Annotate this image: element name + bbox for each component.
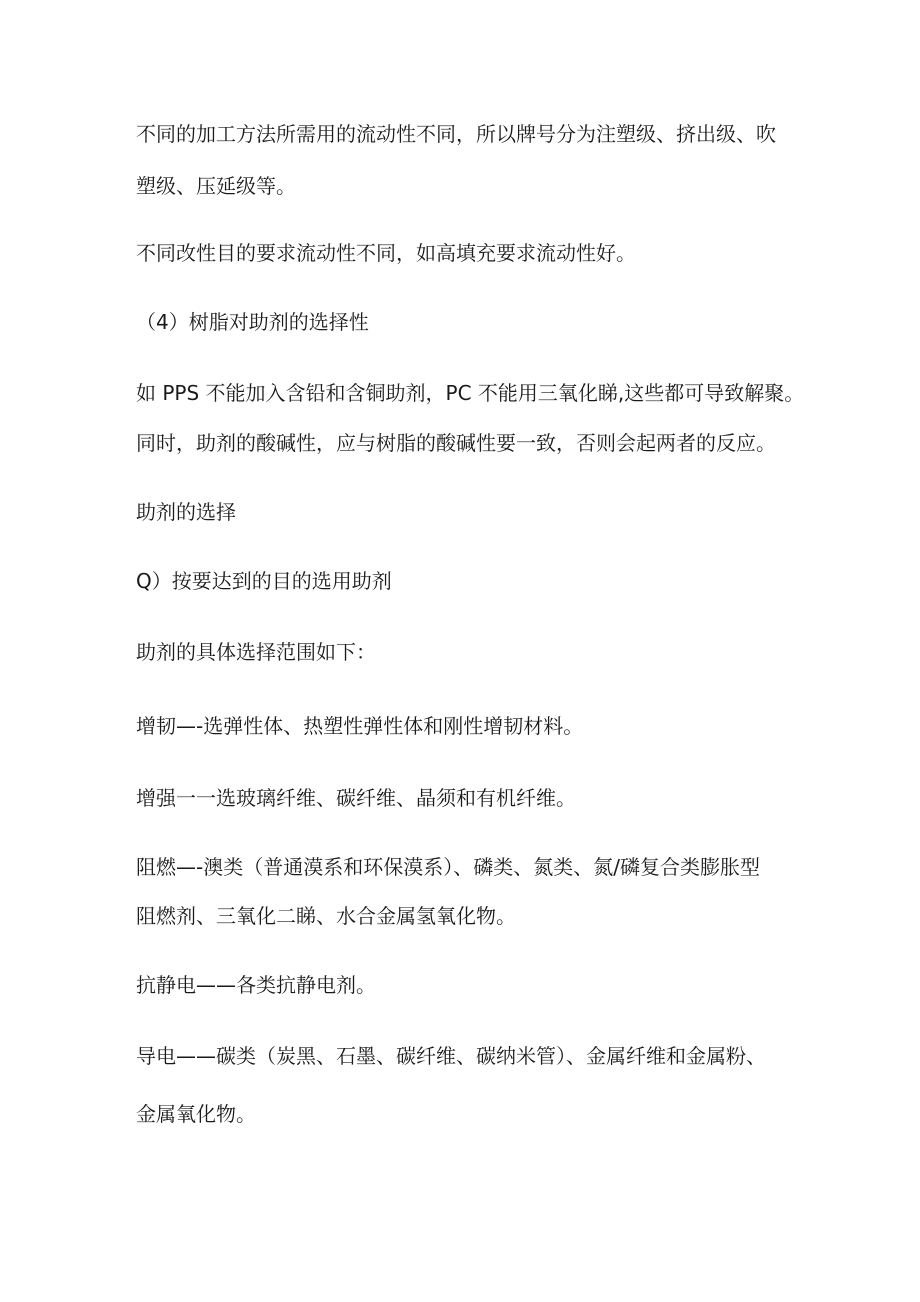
text-line: 不同改性目的要求流动性不同，如高填充要求流动性好。 xyxy=(136,241,636,265)
text-line: 金属氧化物。 xyxy=(136,1102,256,1126)
text-line: 如 PPS 不能加入含铅和含铜助剂，PC 不能用三氧化睇,这些都可导致解聚。 xyxy=(136,381,805,405)
section-heading: Q）按要达到的目的选用助剂 xyxy=(136,569,392,593)
text-line: 同时，助剂的酸碱性，应与树脂的酸碱性要一致，否则会起两者的反应。 xyxy=(136,431,776,455)
text-line: 增强一一选玻璃纤维、碳纤维、晶须和有机纤维。 xyxy=(136,786,576,810)
text-line: 助剂的具体选择范围如下： xyxy=(136,640,376,664)
text-line: 阻燃—-澳类（普通漠系和环保漠系）、磷类、氮类、氮/磷复合类膨胀型 xyxy=(136,855,760,879)
text-line: 导电——碳类（炭黑、石墨、碳纤维、碳纳米管）、金属纤维和金属粉、 xyxy=(136,1044,766,1068)
section-heading: （4）树脂对助剂的选择性 xyxy=(136,310,369,334)
text-line: 抗静电——各类抗静电剂。 xyxy=(136,973,376,997)
text-line: 阻燃剂、三氧化二睇、水合金属氢氧化物。 xyxy=(136,904,516,928)
section-heading: 助剂的选择 xyxy=(136,500,236,524)
text-line: 增韧—-选弹性体、热塑性弹性体和刚性增韧材料。 xyxy=(136,714,584,738)
text-line: 不同的加工方法所需用的流动性不同，所以牌号分为注塑级、挤出级、吹 xyxy=(136,122,776,146)
text-line: 塑级、压延级等。 xyxy=(136,174,296,198)
